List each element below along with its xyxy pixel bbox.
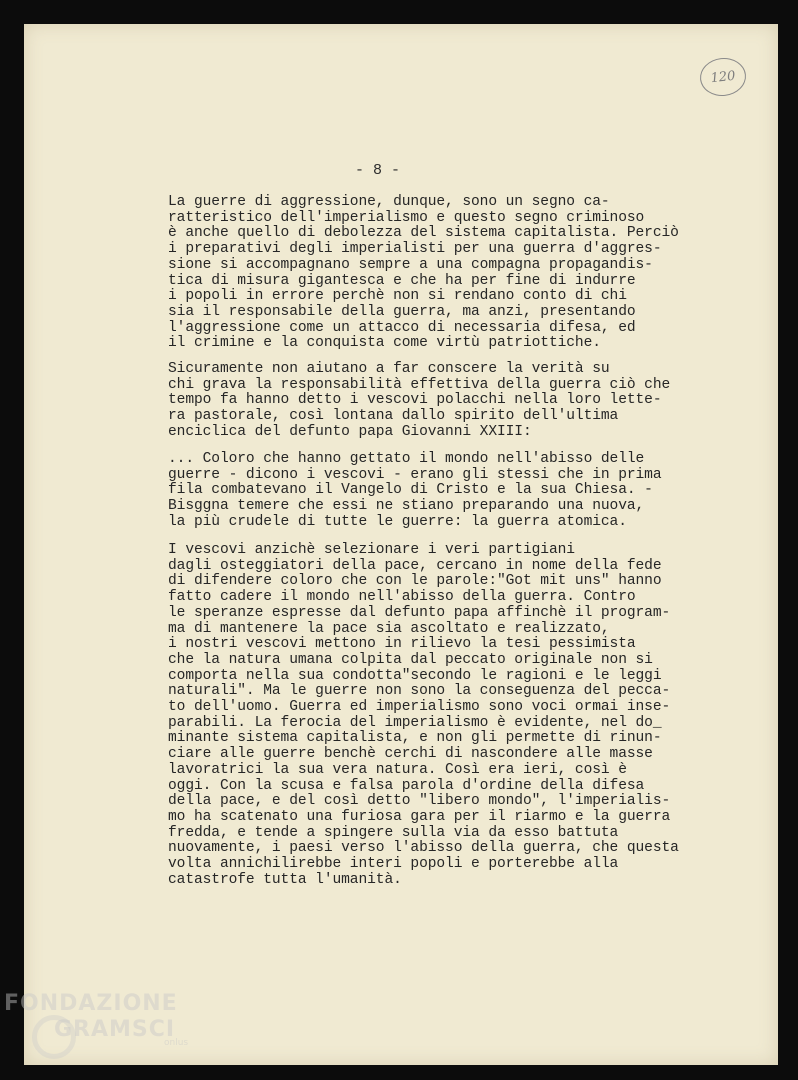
fondazione-gramsci-watermark — [4, 991, 189, 1048]
page-number: - 8 - — [355, 162, 401, 179]
handwritten-page-mark-text: 120 — [709, 68, 737, 86]
paragraph-imperialism: I vescovi anzichè selezionare i veri partigiani dagli osteggiatori della pace, cercano in nome della fede di difendere coloro che con le parole:"Got mit uns" hanno fatto cadere il mondo nell'abisso della guerra. Contro le speranze espresse dal defunto papa affinchè il program- ma di mantenere la pace sia ascoltato e realizzato, i nostri vescovi mettono in rilievo la tesi pessimista che la natura umana colpita dal peccato originale non si comporta nella sua condotta"secondo le ragioni e le leggi naturali". Ma le guerre non sono la conseguenza del pecca- to dell'uomo. Guerra ed imperialismo sono voci ormai inse- parabili. La ferocia del imperialismo è evidente, nel do_ minante sistema capitalista, e non gli permette di rinun- ciare alle guerre benchè cerchi di nascondere alle masse lavoratrici la sua vera natura. Così era ieri, così è oggi. Con la scusa e falsa parola d'ordine della difesa della pace, e del così detto "libero mondo", l'imperialis- mo ha scatenato una furiosa gara per il riarmo e la guerra fredda, e tende a spingere sulla via da esso battuta nuovamente, i paesi verso l'abisso della guerra, che questa volta annichilirebbe interi popoli e porterebbe alla catastrofe tutta l'umanità. — [168, 542, 679, 888]
paragraph-bishops: Sicuramente non aiutano a far conscere la verità su chi grava la responsabilità effettiva della guerra ciò che tempo fa hanno detto i vescovi polacchi nella loro lette- ra pastorale, così lontana dallo spirito dell'ultima enciclica del defunto papa Giovanni XXIII: — [168, 361, 671, 440]
paragraph-quotation: ... Coloro che hanno gettato il mondo nell'abisso delle guerre - dicono i vescovi - erano gli stessi che in prima fila combatevano il Vangelo di Cristo e la sua Chiesa. - Bisggna temere che essi ne stiano preparando una nuova, la più crudele di tutte le guerre: la guerra atomica. — [168, 451, 662, 530]
watermark-line-1: FONDAZIONE — [4, 991, 178, 1016]
watermark-suffix: onlus — [164, 1038, 189, 1048]
watermark-logo-icon — [32, 1015, 76, 1059]
watermark-line-2: GRAMSCI — [54, 1017, 176, 1042]
paragraph-aggression: La guerre di aggressione, dunque, sono un segno ca- ratteristico dell'imperialismo e questo segno criminoso è anche quello di debolezza del sistema capitalista. Perciò i preparativi degli imperialisti per una guerra d'aggres- sione si accompagnano sempre a una compagna propagandis- tica di misura gigantesca e che ha per fine di indurre i popoli in errore perchè non si rendano conto di chi sia il responsabile della guerra, ma anzi, presentando l'aggressione come un attacco di necessaria difesa, ed il crimine e la conquista come virtù patriottiche. — [168, 194, 679, 352]
